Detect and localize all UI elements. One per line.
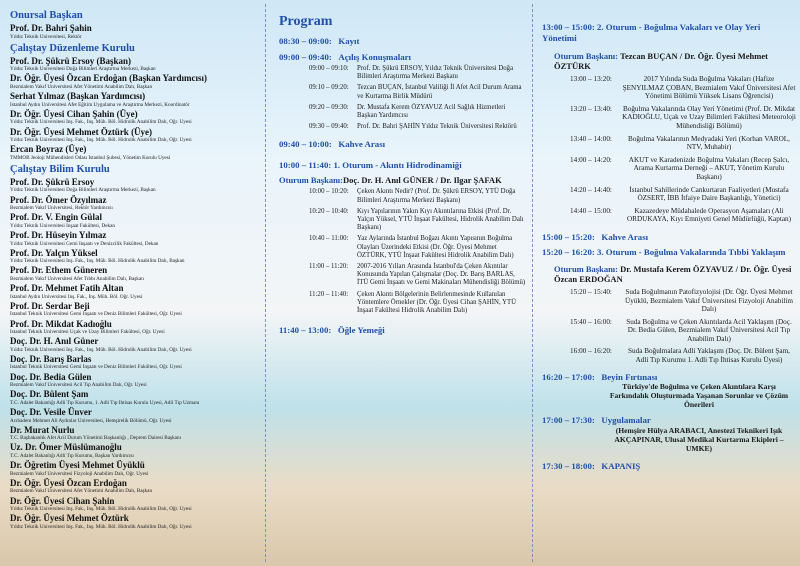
member-name: Dr. Öğr. Üyesi Özcan Erdoğan: [10, 477, 127, 488]
talk-description: Boğulma Vakalarında Olay Yeri Yönetimi (Prof. Dr. Mikdat KADIOĞLU, Uçak ve Uzay Bilimleri Fakültesi Meteoroloji Mühendisliği Bölümü): [622, 104, 796, 130]
talk-row: [570, 156, 796, 182]
talk-time: 14:00 – 14:20:: [570, 155, 612, 164]
member-name: Dr. Öğr. Üyesi Cihan Şahin: [10, 495, 115, 506]
talk-description: 2007-2016 Yılları Arasında İstanbul'da Çeken Akıntılar Konusunda Yapılan Çalışmalar (Doç. Dr. Barış BARLAS, İTÜ Gemi İnşaatı ve Gemi Makinaları Mühendisliği Bölümü): [357, 263, 526, 287]
talk-description: 2017 Yılında Suda Boğulma Vakaları (Hafize ŞENYILMAZ ÇOBAN, Bezmialem Vakıf Üniversitesi Afet Yönetimi Bölümü Yüksek Lisans Öğrencisi): [622, 75, 796, 101]
member-institution: Yıldız Teknik Üniversitesi İnşaat Fakültesi, Dekan: [10, 222, 115, 229]
schedule-row-registration: 08:30 – 09:00: Kayıt: [279, 36, 360, 46]
member-institution: İstanbul Teknik Üniversitesi Gemi İnşaatı ve Deniz Bilimleri Fakültesi, Öğr. Üyesi: [10, 311, 182, 318]
member-name: Dr. Öğr. Üyesi Mehmet Öztürk (Üye): [10, 126, 153, 137]
session-chair: Oturum Başkanı: Dr. Mustafa Kerem ÖZYAVUZ / Dr. Öğr. Üyesi Özcan ERDOĞAN: [554, 263, 792, 284]
session-2-talks: [542, 75, 796, 224]
talk-time: 09:10 – 09:20:: [309, 84, 349, 92]
talk-time: 16:00 – 16:20:: [570, 347, 612, 356]
talk-row: [309, 208, 527, 233]
schedule-row-session-2: 13:00 – 15:00: 2. Oturum - Boğulma Vakaları ve Olay Yeri Yönetimi: [542, 22, 761, 43]
talk-description: Prof. Dr. Bahri ŞAHİN Yıldız Teknik Üniversitesi Rektörü: [357, 123, 517, 131]
schedule-row-brainstorm: 16:20 – 17:00: Beyin Fırtınası: [542, 371, 658, 382]
talk-time: 14:20 – 14:40:: [570, 185, 612, 194]
member-institution: Yıldız Teknik Üniversitesi İnş. Fak., İnş. Müh. Böl. Hidrolik Anabilim Dalı, Öğr. Üyesi: [10, 523, 192, 530]
talk-row: [570, 207, 796, 224]
session-1-talks: [279, 188, 527, 315]
talk-description: Kıyı Yapılarının Yakın Kıyı Akıntılarına Etkisi (Prof. Dr. Yalçın Yüksel, YTÜ İnşaat Fakültesi, Hidrolik Anabilim Dalı Başkanı): [357, 207, 524, 232]
member-institution: Yıldız Teknik Üniversitesi, Rektör: [10, 33, 82, 40]
member-name: Doç. Dr. Vesile Ünver: [10, 407, 92, 418]
talk-description: Kazazedeye Müdahalede Operasyon Aşamaları (Ali ORDUKAYA, Kıyı Emniyeti Genel Müdürlüğü, Kaptan): [626, 206, 792, 224]
talk-row: [309, 188, 527, 204]
honorary-list: [10, 23, 260, 40]
member-name: Prof. Dr. Mikdat Kadıoğlu: [10, 318, 112, 329]
talk-row: [570, 105, 796, 131]
talk-description: Çeken Akıntı Nedir? (Prof. Dr. Şükrü ERSOY, YTÜ Doğa Bilimleri Araştırma Merkezi Başkanı): [357, 188, 516, 204]
member-name: Dr. Öğretim Üyesi Mehmet Üyüklü: [10, 460, 145, 471]
program-title: Program: [279, 14, 333, 29]
member-institution: Yıldız Teknik Üniversitesi İnş. Fak., İnş. Müh. Böl. Hidrolik Anabilim Dalı, Öğr. Üyesi: [10, 506, 192, 513]
talk-description: Dr. Mustafa Kerem ÖZYAVUZ Acil Sağlık Hizmetleri Başkan Yardımcısı: [357, 103, 506, 120]
talk-row: [309, 235, 527, 260]
talk-row: [570, 135, 796, 152]
talk-time: 11:00 – 11:20:: [309, 263, 349, 271]
talk-row: [570, 318, 796, 344]
talk-description: Suda Boğulmalara Adli Yaklaşım (Doç. Dr. Bülent Şam, Adli Tıp Kurumu 1. Adli Tıp İhtisas Kurulu Üyesi): [628, 347, 790, 365]
member-name: Prof. Dr. Şükrü Ersoy (Başkan): [10, 55, 132, 66]
schedule-row-session-3: 15:20 – 16:20: 3. Oturum - Boğulma Vakalarında Tıbbi Yaklaşım: [542, 247, 786, 258]
schedule-row-practice: 17:00 – 17:30: Uygulamalar: [542, 415, 651, 426]
member-institution: Yıldız Teknik Üniversitesi Doğa Bilimleri Araştırma Merkezi, Başkan: [10, 187, 156, 194]
member-institution: Bezmialem Vakıf Üniversitesi Afet Tıbbı Anabilim Dalı, Başkan: [10, 275, 144, 282]
talk-row: [309, 104, 527, 120]
talk-time: 13:40 – 14:00:: [570, 134, 612, 143]
member-institution: Bezmialem Vakıf Üniversitesi Afet Yönetimi Anabilim Dalı, Başkan: [10, 83, 153, 90]
member-name: Prof. Dr. Bahri Şahin: [10, 23, 92, 33]
section-heading-honorary: Onursal Başkan: [10, 10, 83, 21]
member-name: Uz. Dr. Ömer Müslümanoğlu: [10, 442, 122, 453]
member-institution: Bezmialem Vakıf Üniversitesi Fizyoloji Anabilim Dalı, Öğr. Üyesi: [10, 470, 149, 477]
session-chair: Oturum Başkanı: Tezcan BUÇAN / Dr. Öğr. Üyesi Mehmet ÖZTÜRK: [554, 51, 768, 71]
schedule-row-lunch: 11:40 – 13:00: Öğle Yemeği: [279, 325, 385, 336]
member-institution: TMMOB Jeoloji Mühendisleri Odası İstanbul Şubesi, Yönetim Kurulu Üyesi: [10, 154, 171, 161]
talk-row: [570, 186, 796, 203]
talk-time: 10:40 – 11:00:: [309, 235, 349, 243]
talk-time: 11:20 – 11:40:: [309, 290, 349, 298]
schedule-row-opening: 09:00 – 09:40: Açılış Konuşmaları: [279, 51, 411, 62]
talk-time: 09:00 – 09:10:: [309, 65, 349, 72]
member-institution: Bezmialem Vakıf Üniversitesi, Rektör Yardımcısı: [10, 205, 113, 212]
talk-description: Boğulma Vakalarının Medyadaki Yeri (Korhan VAROL, NTV, Muhabir): [628, 134, 790, 152]
brainstorm-description: Türkiye'de Boğulma ve Çeken Akıntılara Karşı Farkındalık Oluşturmada Yaşanan Sorunlar ve Çözüm Önerileri: [609, 382, 789, 410]
schedule-row-session-1: 10:00 – 11:40: 1. Oturum - Akıntı Hidrodinamiği: [279, 159, 462, 170]
talk-row: [309, 84, 527, 100]
member-institution: Yıldız Teknik Üniversitesi İnş. Fak., İnş. Müh. Böl. Hidrolik Anabilim Dalı, Öğr. Üyesi: [10, 346, 192, 353]
section-heading-organizing: Çalıştay Düzenleme Kurulu: [10, 42, 135, 54]
member-institution: Yıldız Teknik Üniversitesi Gemi İnşaatı ve Denizcilik Fakültesi, Dekan: [10, 240, 159, 247]
member-institution: Yıldız Teknik Üniversitesi İnş. Fak., İnş. Müh. Böl. Hidrolik Anabilim Dalı, Öğr. Üyesi: [10, 137, 192, 144]
talk-time: 14:40 – 15:00:: [570, 206, 612, 215]
member-institution: İstanbul Teknik Üniversitesi Gemi İnşaatı ve Deniz Bilimleri Fakültesi, Öğr. Üyesi: [10, 364, 182, 371]
member-name: Prof. Dr. Hüseyin Yılmaz: [10, 230, 107, 241]
section-heading-scientific: Çalıştay Bilim Kurulu: [10, 163, 110, 175]
program-panel: [267, 0, 533, 566]
talk-description: İstanbul Sahillerinde Cankurtaran Faaliyetleri (Mustafa ÖZSERT, İBB İtfaiye Daire Başkanlığı, Yönetici): [629, 185, 789, 203]
talk-time: 13:20 – 13:40:: [570, 104, 612, 113]
member-name: Doç. Dr. Barış Barlas: [10, 353, 92, 364]
member-institution: T.C. Adalet Bakanlığı Adli Tıp Kurumu, Başkan Yardımcısı: [10, 452, 134, 459]
member-name: Prof. Dr. Şükrü Ersoy: [10, 176, 95, 187]
talk-row: [309, 65, 527, 81]
talk-description: Çeken Akıntı Bölgelerinin Belirlenmesinde Kullanılan Yöntemlere Örnekler (Dr. Öğr. Üyesi Cihan ŞAHİN, YTÜ İnşaat Fakültesi Hidrolik Anabilim Dalı): [357, 290, 517, 315]
talk-description: Prof. Dr. Şükrü ERSOY, Yıldız Teknik Üniversitesi Doğa Bilimleri Araştırma Merkezi Başkanı: [357, 65, 514, 81]
talk-row: [309, 291, 527, 316]
member-name: Dr. Öğr. Üyesi Cihan Şahin (Üye): [10, 108, 138, 119]
schedule-row-coffee-break: 09:40 – 10:00: Kahve Arası: [279, 139, 386, 150]
talk-description: Suda Boğulmanın Patofizyolojisi (Dr. Öğr. Üyesi Mehmet Üyüklü, Bezmialem Vakıf Üniversitesi Fizyoloji Anabilim Dalı): [625, 287, 793, 314]
member-name: Prof. Dr. Yalçın Yüksel: [10, 247, 98, 258]
member-name: Prof. Dr. Ömer Özyılmaz: [10, 194, 107, 205]
talk-time: 10:00 – 10:20:: [309, 188, 349, 196]
talk-time: 13:00 – 13:20:: [570, 75, 612, 83]
scientific-committee-list: [10, 177, 260, 530]
talk-time: 15:20 – 15:40:: [570, 287, 612, 296]
schedule-row-closing: 17:30 – 18:00: KAPANIŞ: [542, 460, 641, 471]
member-institution: Yıldız Teknik Üniversitesi İnş. Fak., İnş. Müh. Böl. Hidrolik Anabilim Dalı, Başkan: [10, 258, 185, 265]
member-name: Dr. Öğr. Üyesi Özcan Erdoğan (Başkan Yardımcısı): [10, 73, 208, 84]
talk-description: AKUT ve Karadenizde Boğulma Vakaları (Recep Şalcı, Arama Kurtarma Derneği – AKUT, Yönetim Kurulu Başkanı): [628, 155, 790, 181]
member-name: Dr. Öğr. Üyesi Mehmet Öztürk: [10, 513, 129, 524]
talk-time: 09:20 – 09:30:: [309, 103, 349, 111]
member-institution: Bezmialem Vakıf Üniversitesi Afet Yönetimi Anabilim Dalı, Başkan: [10, 488, 153, 495]
talk-time: 15:40 – 16:00:: [570, 317, 612, 326]
talk-time: 10:20 – 10:40:: [309, 207, 349, 215]
session-chair: Oturum Başkanı:Doç. Dr. H. Anıl GÜNER / Dr. Ilgar ŞAFAK: [279, 175, 502, 186]
member-name: Serhat Yılmaz (Başkan Yardımcısı): [10, 91, 146, 102]
talk-description: Yaz Aylarında İstanbul Boğazı Akıntı Yapısının Boğulma Olayları Üzerindeki Etkisi (Dr. Öğr. Üyesi Mehmet ÖZTÜRK, YTÜ İnşaat Fakültesi Hidrolik Anabilim Dalı): [357, 235, 514, 259]
opening-speeches-list: [279, 65, 527, 131]
talk-description: Tezcan BUÇAN, İstanbul Valiliği İl Afet Acil Durum Arama ve Kurtarma Birlik Müdürü: [357, 84, 522, 100]
talk-description: Suda Boğulma ve Çeken Akıntılarda Acil Yaklaşım (Doç. Dr. Bedia Gülen, Bezmialem Vakıf Üniversitesi Acil Tıp Anabilim Dalı): [626, 317, 792, 343]
committee-panel: [0, 0, 266, 566]
afternoon-panel: [534, 0, 800, 566]
member-institution: T.C. Başbakanlık Afet Acil Durum Yönetimi Başkanlığı , Deprem Dairesi Başkanı: [10, 435, 182, 442]
member-name: Prof. Dr. Ethem Güneren: [10, 265, 108, 276]
member-institution: T.C. Adalet Bakanlığı Adli Tıp Kurumu, 1. Adli Tıp İhtisas Kurulu Üyesi, Adli Tıp Uzmanı: [10, 399, 200, 406]
schedule-row-coffee-break-2: 15:00 – 15:20: Kahve Arası: [542, 231, 649, 242]
practice-description: (Hemşire Hülya ARABACI, Anestezi Teknikeri Işık AKÇAPINAR, Ulusal Medikal Kurtarma Ekipleri – UMKE): [614, 425, 784, 453]
talk-row: [309, 123, 527, 131]
member-name: Ercan Boyraz (Üye): [10, 144, 87, 155]
member-institution: Yıldız Teknik Üniversitesi Doğa Bilimleri Araştırma Merkezi, Başkan: [10, 66, 156, 73]
member-name: Doç. Dr. Bülent Şam: [10, 389, 89, 400]
member-name: Doç. Dr. Bedia Gülen: [10, 371, 92, 382]
member-institution: Yıldız Teknik Üniversitesi İnş. Fak., İnş. Müh. Böl. Hidrolik Anabilim Dalı, Öğr. Üyesi: [10, 119, 192, 126]
talk-row: [570, 347, 796, 364]
member-institution: Acıbadem Mehmet Ali Aydınlar Üniversitesi, Hemşirelik Bölümü, Öğr. Üyesi: [10, 417, 172, 424]
member-name: Dr. Murat Nurlu: [10, 424, 75, 435]
member-institution: İstanbul Aydın Üniversitesi Afet Eğitim Uygulama ve Araştırma Merkezi, Koordinatör: [10, 101, 190, 108]
member-institution: İstanbul Aydın Üniversitesi İnş. Fak., İnş. Müh. Böl. Öğr. Üyesi: [10, 293, 143, 300]
member-institution: İstanbul Teknik Üniversitesi Uçak ve Uzay Bilimleri Fakültesi, Öğr. Üyesi: [10, 329, 165, 336]
member-name: Prof. Dr. Serdar Beji: [10, 300, 90, 311]
member-institution: Bezmialem Vakıf Üniversitesi Acil Tıp Anabilim Dalı, Öğr. Üyesi: [10, 382, 147, 389]
talk-row: [570, 288, 796, 314]
talk-row: [570, 75, 796, 101]
member-name: Prof. Dr. V. Engin Gülal: [10, 212, 102, 223]
member-name: Prof. Dr. Mehmet Fatih Altan: [10, 283, 124, 294]
talk-row: [309, 263, 527, 288]
session-3-talks: [542, 288, 796, 365]
member-name: Doç. Dr. H. Anıl Güner: [10, 336, 99, 347]
talk-time: 09:30 – 09:40:: [309, 123, 349, 131]
organizing-committee-list: [10, 56, 260, 161]
